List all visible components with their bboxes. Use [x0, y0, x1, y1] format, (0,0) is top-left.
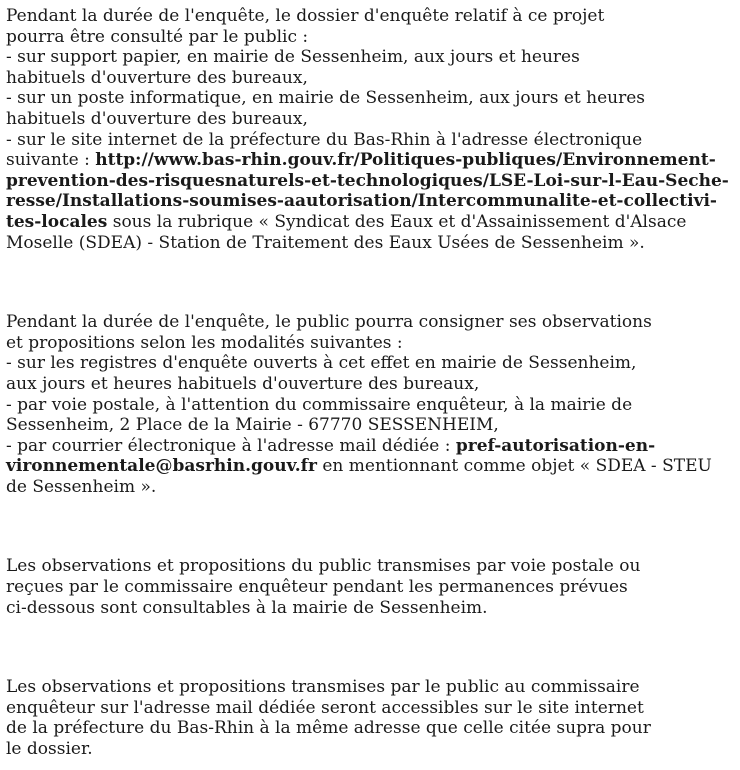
- prefecture-url-link[interactable]: prevention-des-risquesnaturels-et-technologiques/LSE-Loi-sur-l-Eau-Seche-: [6, 170, 729, 191]
- text-line-with-email: [6, 436, 730, 457]
- text-fragment: suivante :: [6, 150, 96, 171]
- text-line-with-url: [6, 150, 730, 171]
- prefecture-url-link[interactable]: tes-locales: [6, 211, 108, 232]
- prefecture-url-link[interactable]: resse/Installations-soumises-aautorisation/Intercommunalite-et-collectivi-: [6, 191, 717, 212]
- paragraph-postal-observations: [6, 556, 730, 618]
- text-line: et propositions selon les modalités suivantes :: [6, 332, 403, 353]
- text-line: pourra être consulté par le public :: [6, 26, 309, 47]
- text-line: - par voie postale, à l'attention du commissaire enquêteur, à la mairie de: [6, 394, 633, 415]
- text-line: enquêteur sur l'adresse mail dédiée seront accessibles sur le site internet: [6, 697, 644, 718]
- document-page: [6, 6, 730, 760]
- text-fragment: sous la rubrique « Syndicat des Eaux et d'Assainissement d'Alsace: [107, 211, 687, 232]
- text-line: Les observations et propositions transmises par le public au commissaire: [6, 677, 640, 698]
- text-line: habituels d'ouverture des bureaux,: [6, 108, 308, 129]
- text-line: le dossier.: [6, 739, 93, 760]
- text-line: Sessenheim, 2 Place de la Mairie - 67770 SESSENHEIM,: [6, 415, 499, 436]
- text-line: Les observations et propositions du public transmises par voie postale ou: [6, 556, 641, 577]
- text-line: aux jours et heures habituels d'ouverture des bureaux,: [6, 373, 480, 394]
- paragraph-observations: [6, 312, 730, 497]
- text-line: de Sessenheim ».: [6, 476, 157, 497]
- text-fragment: en mentionnant comme objet « SDEA - STEU: [316, 456, 712, 477]
- text-fragment: - par courrier électronique à l'adresse mail dédiée :: [6, 435, 456, 456]
- paragraph-email-observations: [6, 677, 730, 759]
- email-address-link[interactable]: vironnementale@basrhin.gouv.fr: [6, 456, 317, 477]
- paragraph-consultation: [6, 6, 730, 253]
- text-line-with-email: [6, 456, 730, 477]
- text-line: - sur support papier, en mairie de Sessenheim, aux jours et heures: [6, 47, 580, 68]
- text-line: habituels d'ouverture des bureaux,: [6, 67, 308, 88]
- text-line: ci-dessous sont consultables à la mairie de Sessenheim.: [6, 597, 488, 618]
- text-line: - sur les registres d'enquête ouverts à cet effet en mairie de Sessenheim,: [6, 353, 637, 374]
- text-line: de la préfecture du Bas-Rhin à la même adresse que celle citée supra pour: [6, 718, 651, 739]
- email-address-link[interactable]: pref-autorisation-en-: [455, 435, 656, 456]
- prefecture-url-link[interactable]: http://www.bas-rhin.gouv.fr/Politiques-publiques/Environnement-: [95, 150, 716, 171]
- text-line: Pendant la durée de l'enquête, le public pourra consigner ses observations: [6, 312, 652, 333]
- text-line: - sur un poste informatique, en mairie de Sessenheim, aux jours et heures: [6, 88, 646, 109]
- text-line: Moselle (SDEA) - Station de Traitement des Eaux Usées de Sessenheim ».: [6, 232, 645, 253]
- text-line-with-url: [6, 212, 730, 233]
- text-line: Pendant la durée de l'enquête, le dossier d'enquête relatif à ce projet: [6, 6, 605, 26]
- text-line: reçues par le commissaire enquêteur pendant les permanences prévues: [6, 577, 628, 598]
- text-line: - sur le site internet de la préfecture du Bas-Rhin à l'adresse électronique: [6, 129, 643, 150]
